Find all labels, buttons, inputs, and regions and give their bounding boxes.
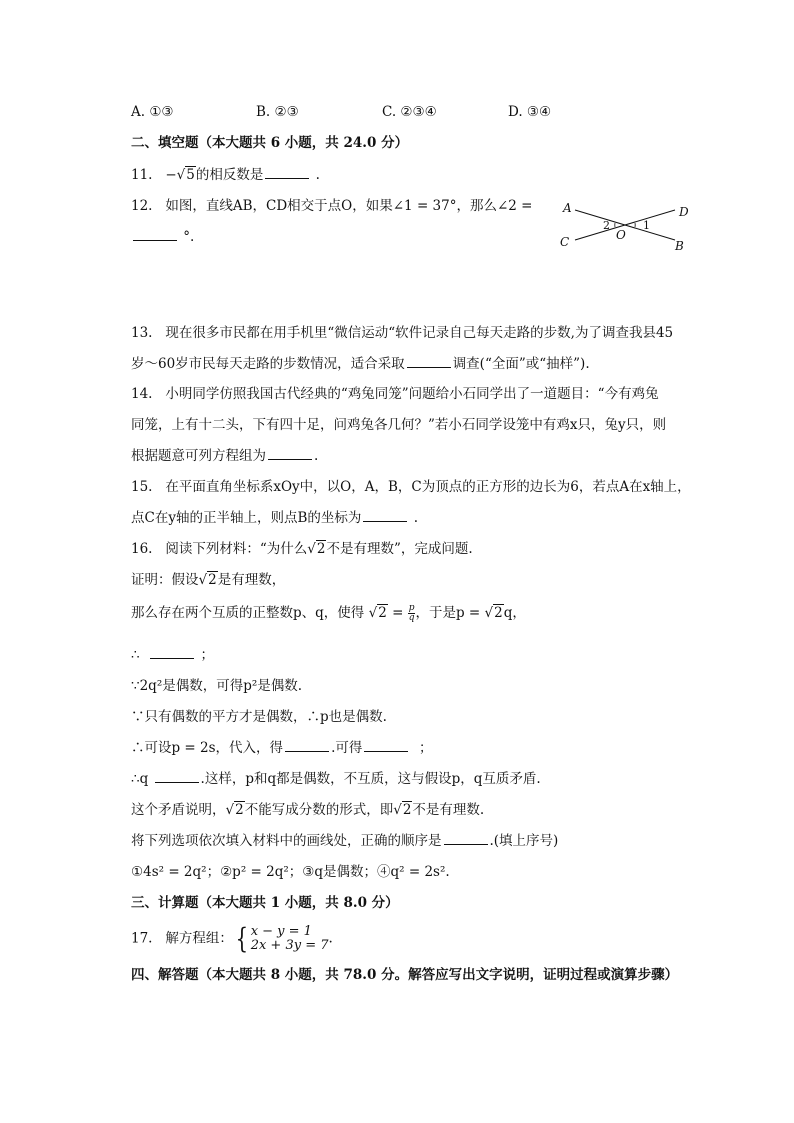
q16-sqrt-2: √2	[198, 572, 217, 588]
label-angle-2: 2	[603, 219, 610, 232]
question-16-line1: 16. 阅读下列材料：“为什么√2不是有理数”，完成问题.	[131, 541, 473, 557]
q16-number: 16.	[131, 541, 153, 557]
question-14-line2: 同笼，上有十二头，下有四十足，问鸡兔各几何？”若小石同学设笼中有鸡x只，兔y只，则	[131, 417, 667, 433]
q11-number: 11.	[131, 167, 153, 183]
question-15-line2: 点C在y轴的正半轴上，则点B的坐标为 .	[131, 510, 418, 526]
q16-order-blank[interactable]	[444, 832, 488, 845]
q14-number: 14.	[131, 386, 153, 402]
q16-blank-2[interactable]	[285, 739, 329, 752]
q16-sqrt-6: √2	[393, 802, 412, 818]
label-a: A	[563, 201, 572, 215]
question-14-line1: 14. 小明同学仿照我国古代经典的“鸡兔同笼”问题给小石同学出了一道题目：“今有鸡兔	[131, 386, 659, 402]
q16-fraction: $\frac{p}{q}$	[408, 603, 415, 623]
q15-answer-blank[interactable]	[363, 509, 407, 522]
q15-number: 15.	[131, 479, 153, 495]
question-15-line1: 15. 在平面直角坐标系xOy中，以O，A，B，C为顶点的正方形的边长为6，若点A在x轴上，	[131, 479, 691, 495]
q16-step-1: 那么存在两个互质的正整数p、q，使得 √2 = $\frac{p}{q}$ ，于是p = √2q，	[131, 603, 526, 623]
q13-number: 13.	[131, 325, 153, 341]
q17-brace: {	[235, 922, 249, 955]
q16-blank-1[interactable]	[150, 646, 194, 659]
q12-answer-blank[interactable]	[133, 228, 177, 241]
q13-text: 现在很多市民都在用手机里“微信运动“软件记录自己每天走路的步数,为了调查我县45	[165, 325, 674, 341]
section-4-title: 四、解答题（本大题共 8 小题，共 78.0 分。解答应写出文字说明，证明过程或演算步骤）	[131, 967, 679, 983]
question-13-line1	[131, 324, 673, 342]
question-17: 17. 解方程组：{ x − y = 1 2x + 3y = 7 .	[131, 922, 333, 955]
q16-fill-instruction: 将下列选项依次填入材料中的画线处，正确的顺序是 .(填上序号)	[131, 833, 559, 849]
q16-sqrt-3: √2	[368, 605, 387, 621]
q16-sqrt-4: √2	[484, 605, 503, 621]
question-11: 11. −√5的相反数是 .	[131, 167, 320, 183]
intersecting-lines-figure	[553, 196, 698, 256]
q13-answer-blank[interactable]	[407, 355, 451, 368]
question-12-line1	[131, 197, 532, 215]
q12-text: 如图，直线AB，CD相交于点O，如果∠1 = 37°，那么∠2 =	[165, 198, 533, 214]
q14-answer-blank[interactable]	[268, 447, 312, 460]
q16-blank-3[interactable]	[364, 739, 408, 752]
label-angle-1: 1	[643, 219, 650, 232]
label-d: D	[679, 205, 689, 219]
q16-step-4: ∵只有偶数的平方才是偶数，∴p也是偶数.	[131, 709, 387, 725]
q12-number: 12.	[131, 198, 153, 214]
option-b: B. ②③	[256, 104, 299, 120]
q16-conclusion: 这个矛盾说明，√2不能写成分数的形式，即√2不是有理数.	[131, 802, 485, 818]
q16-step-3: ∵2q²是偶数，可得p²是偶数.	[131, 678, 303, 694]
q16-step-2: ∴ ；	[131, 647, 214, 663]
q16-choices: ①4s² = 2q²；②p² = 2q²；③q是偶数；④q² = 2s².	[131, 864, 450, 880]
section-3-title: 三、计算题（本大题共 1 小题，共 8.0 分）	[131, 895, 399, 911]
q11-answer-blank[interactable]	[265, 166, 309, 179]
question-14-line3: 根据题意可列方程组为 .	[131, 448, 319, 464]
q16-sqrt-5: √2	[225, 802, 244, 818]
q16-step-6: ∴q .这样，p和q都是偶数，不互质，这与假设p，q互质矛盾.	[131, 771, 541, 787]
q16-proof-start: 证明：假设√2是有理数，	[131, 572, 286, 588]
question-12-line2: °.	[131, 228, 194, 246]
q11-sqrt: √5	[176, 167, 195, 183]
q11-text: 的相反数是	[195, 167, 264, 183]
q16-blank-4[interactable]	[155, 770, 199, 783]
option-a: A. ①③	[131, 104, 174, 120]
label-c: C	[560, 235, 570, 249]
q16-step-5: ∴可设p = 2s，代入，得 .可得 ；	[131, 740, 433, 756]
q17-system: x − y = 1 2x + 3y = 7	[250, 924, 329, 953]
label-o: O	[616, 228, 626, 242]
q16-sqrt-1: √2	[307, 541, 326, 557]
option-c: C. ②③④	[382, 104, 437, 120]
section-2-title: 二、填空题（本大题共 6 小题，共 24.0 分）	[131, 135, 409, 151]
label-b: B	[675, 239, 684, 253]
question-13-line2: 岁～60岁市民每天走路的步数情况，适合采取 调查(“全面”或“抽样”).	[131, 356, 590, 372]
option-d: D. ③④	[508, 104, 552, 120]
q17-number: 17.	[131, 930, 153, 947]
